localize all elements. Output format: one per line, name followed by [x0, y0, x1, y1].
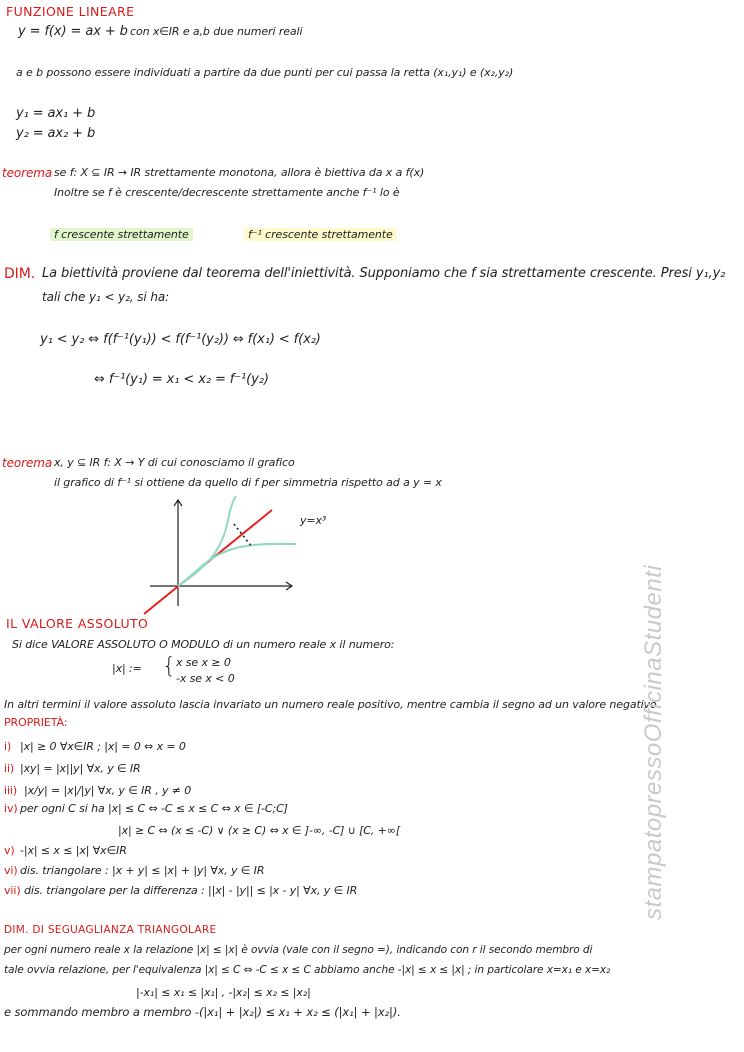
abs-case-1: x se x ≥ 0: [176, 656, 231, 669]
linear-equation-2: y₂ = ax₂ + b: [16, 126, 96, 141]
dim-1-line-1: La biettività proviene dal teorema dell'iniettività. Supponiamo che f sia strettamente crescente. Presi y₁,y₂: [42, 266, 726, 281]
graph-curve-upper: [178, 496, 236, 586]
prop-text-7: dis. triangolare per la differenza : ||x| - |y|| ≤ |x - y| ∀x, y ∈ IR: [24, 884, 358, 897]
teorema-label-2: teorema: [2, 456, 53, 470]
dim-1-equation-2: ⇔ f⁻¹(y₁) = x₁ < x₂ = f⁻¹(y₂): [94, 372, 269, 387]
prop-num-5: v): [4, 844, 15, 857]
prop-text-1: |x| ≥ 0 ∀x∈IR ; |x| = 0 ⇔ x = 0: [20, 740, 186, 753]
highlight-f-crescente: f crescente strettamente: [50, 228, 193, 241]
section-title-funzione-lineare: FUNZIONE LINEARE: [6, 4, 135, 19]
prop-text-4b: |x| ≥ C ⇔ (x ≤ -C) ∨ (x ≥ C) ⇔ x ∈ ]-∞, -C] ∪ [C, +∞[: [118, 824, 401, 837]
prop-text-2: |xy| = |x||y| ∀x, y ∈ IR: [20, 762, 141, 775]
prop-text-6: dis. triangolare : |x + y| ≤ |x| + |y| ∀x, y ∈ IR: [20, 864, 265, 877]
prop-num-1: i): [4, 740, 12, 753]
teorema-2-line-1: x, y ⊆ IR f: X → Y di cui conosciamo il grafico: [54, 456, 295, 469]
dim-triangolare-title: DIM. DI SEGUAGLIANZA TRIANGOLARE: [4, 924, 217, 936]
prop-num-4: iv): [4, 802, 18, 815]
dim-triangolare-line-3: |-x₁| ≤ x₁ ≤ |x₁| , -|x₂| ≤ x₂ ≤ |x₂|: [136, 986, 311, 999]
prop-text-3: |x/y| = |x|/|y| ∀x, y ∈ IR , y ≠ 0: [24, 784, 192, 797]
linear-function-note: con x∈IR e a,b due numeri reali: [130, 25, 303, 38]
prop-num-6: vi): [4, 864, 18, 877]
teorema-1-line-1: se f: X ⊆ IR → IR strettamente monotona, allora è biettiva da x a f(x): [54, 166, 425, 179]
prop-text-4: per ogni C si ha |x| ≤ C ⇔ -C ≤ x ≤ C ⇔ x ∈ [-C;C]: [20, 802, 288, 815]
abs-brace: {: [162, 654, 176, 679]
watermark: stampatopressoOfficinaStudenti: [640, 564, 667, 920]
linear-function-definition: y = f(x) = ax + b: [18, 24, 128, 39]
prop-num-3: iii): [4, 784, 18, 797]
dim-label-1: DIM.: [4, 266, 36, 282]
teorema-2-line-2: il grafico di f⁻¹ si ottiene da quello di f per simmetria rispetto ad a y = x: [54, 476, 442, 489]
valore-assoluto-definition: Si dice VALORE ASSOLUTO O MODULO di un numero reale x il numero:: [12, 638, 395, 651]
section-title-valore-assoluto: IL VALORE ASSOLUTO: [6, 616, 149, 631]
teorema-label-1: teorema: [2, 166, 53, 180]
teorema-1-line-2: Inoltre se f è crescente/decrescente strettamente anche f⁻¹ lo è: [54, 186, 400, 199]
linear-points-paragraph: a e b possono essere individuati a partire da due punti per cui passa la retta (x₁,y₁) e (x₂,y₂): [16, 66, 514, 79]
abs-lhs: |x| :=: [112, 662, 142, 675]
graph-curve-lower: [178, 544, 296, 586]
dim-triangolare-line-1: per ogni numero reale x la relazione |x| ≤ |x| è ovvia (vale con il segno =), indicando con r il secondo membro di: [4, 944, 593, 956]
dim-triangolare-line-4: e sommando membro a membro -(|x₁| + |x₂|) ≤ x₁ + x₂ ≤ (|x₁| + |x₂|).: [4, 1005, 401, 1019]
dim-1-equation-1: y₁ < y₂ ⇔ f(f⁻¹(y₁)) < f(f⁻¹(y₂)) ⇔ f(x₁) < f(x₂): [40, 332, 321, 347]
graph-label-y-x3: y=x³: [300, 514, 327, 527]
dim-triangolare-line-2: tale ovvia relazione, per l'equivalenza |x| ≤ C ⇔ -C ≤ x ≤ C abbiamo anche -|x| ≤ x ≤ |x| ; in particolare x=x₁ e x=x₂: [4, 964, 611, 976]
proprieta-title: PROPRIETÀ:: [4, 716, 68, 729]
dim-1-line-2: tali che y₁ < y₂, si ha:: [42, 290, 170, 304]
prop-num-2: ii): [4, 762, 15, 775]
prop-text-5: -|x| ≤ x ≤ |x| ∀x∈IR: [20, 844, 127, 857]
prop-num-7: vii): [4, 884, 21, 897]
highlight-f-inverse-crescente: f⁻¹ crescente strettamente: [244, 228, 397, 241]
valore-assoluto-paragraph: In altri termini il valore assoluto lascia invariato un numero reale positivo, mentre cambia il segno ad un valore negativo: [4, 698, 657, 711]
linear-equation-1: y₁ = ax₁ + b: [16, 106, 96, 121]
abs-case-2: -x se x < 0: [176, 672, 235, 685]
